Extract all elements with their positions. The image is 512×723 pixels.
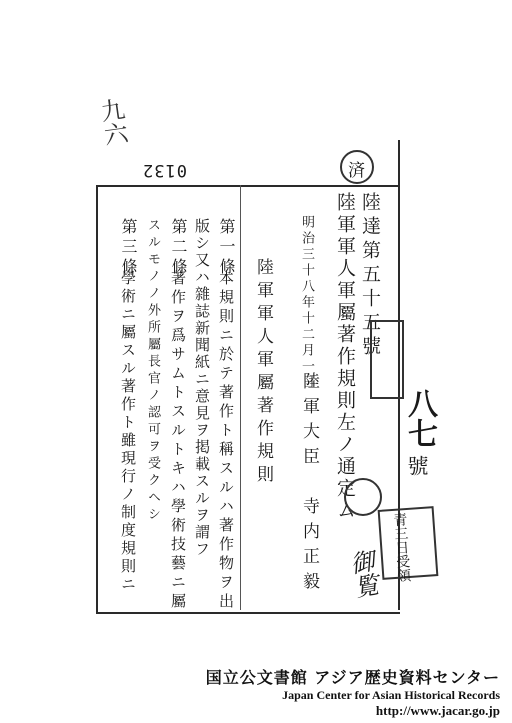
page-number-handwritten: 九六 <box>94 96 130 148</box>
serial-number-stamp: 0132 <box>142 160 187 180</box>
handwritten-mark: 御覧 <box>344 547 380 601</box>
archive-url: http://www.jacar.go.jp <box>375 703 500 718</box>
signatory: 陸軍大臣 寺内正毅 <box>299 372 319 597</box>
archive-name-ja: 国立公文書館 アジア歴史資料センター <box>205 668 500 687</box>
rules-title: 陸軍軍人軍屬著作規則 <box>253 258 273 488</box>
official-seal-icon <box>344 478 382 516</box>
article-2-line-1: 著作ヲ爲サムトスルトキハ學術技藝ニ屬 <box>169 270 187 612</box>
archive-footer <box>206 665 500 719</box>
decree-date: 明治三十八年十二月一日 <box>299 215 314 391</box>
article-2-line-2: スルモノノ外所屬長官ノ認可ヲ受クヘシ <box>145 218 160 524</box>
number-suffix: 號 <box>405 455 429 476</box>
registry-stamp <box>370 320 404 399</box>
column-rule <box>240 185 241 610</box>
article-1-line-1: 本規則ニ於テ著作ト稱スルハ著作物ヲ出 <box>217 270 235 612</box>
article-3-heading: 第三條 <box>119 218 138 278</box>
received-date-stamp: 青三日受領 <box>378 506 439 580</box>
article-1-line-2: 版シ又ハ雜誌新聞紙ニ意見ヲ掲載スルヲ謂フ <box>193 218 211 558</box>
decree-number: 陸達第五十五號 <box>359 192 381 360</box>
check-seal-icon: 済 <box>340 150 374 184</box>
archive-name-en: Japan Center for Asian Historical Records <box>282 688 500 702</box>
article-2-heading: 第二條 <box>169 218 188 278</box>
article-1-heading: 第一條 <box>217 218 236 278</box>
article-3-line-1: 學術ニ屬スル著作ト雖現行ノ制度規則ニ <box>119 270 137 594</box>
approval-number: 八七 <box>402 388 437 448</box>
decree-subject: 陸軍軍人軍屬著作規則左ノ通定ム <box>334 192 356 522</box>
